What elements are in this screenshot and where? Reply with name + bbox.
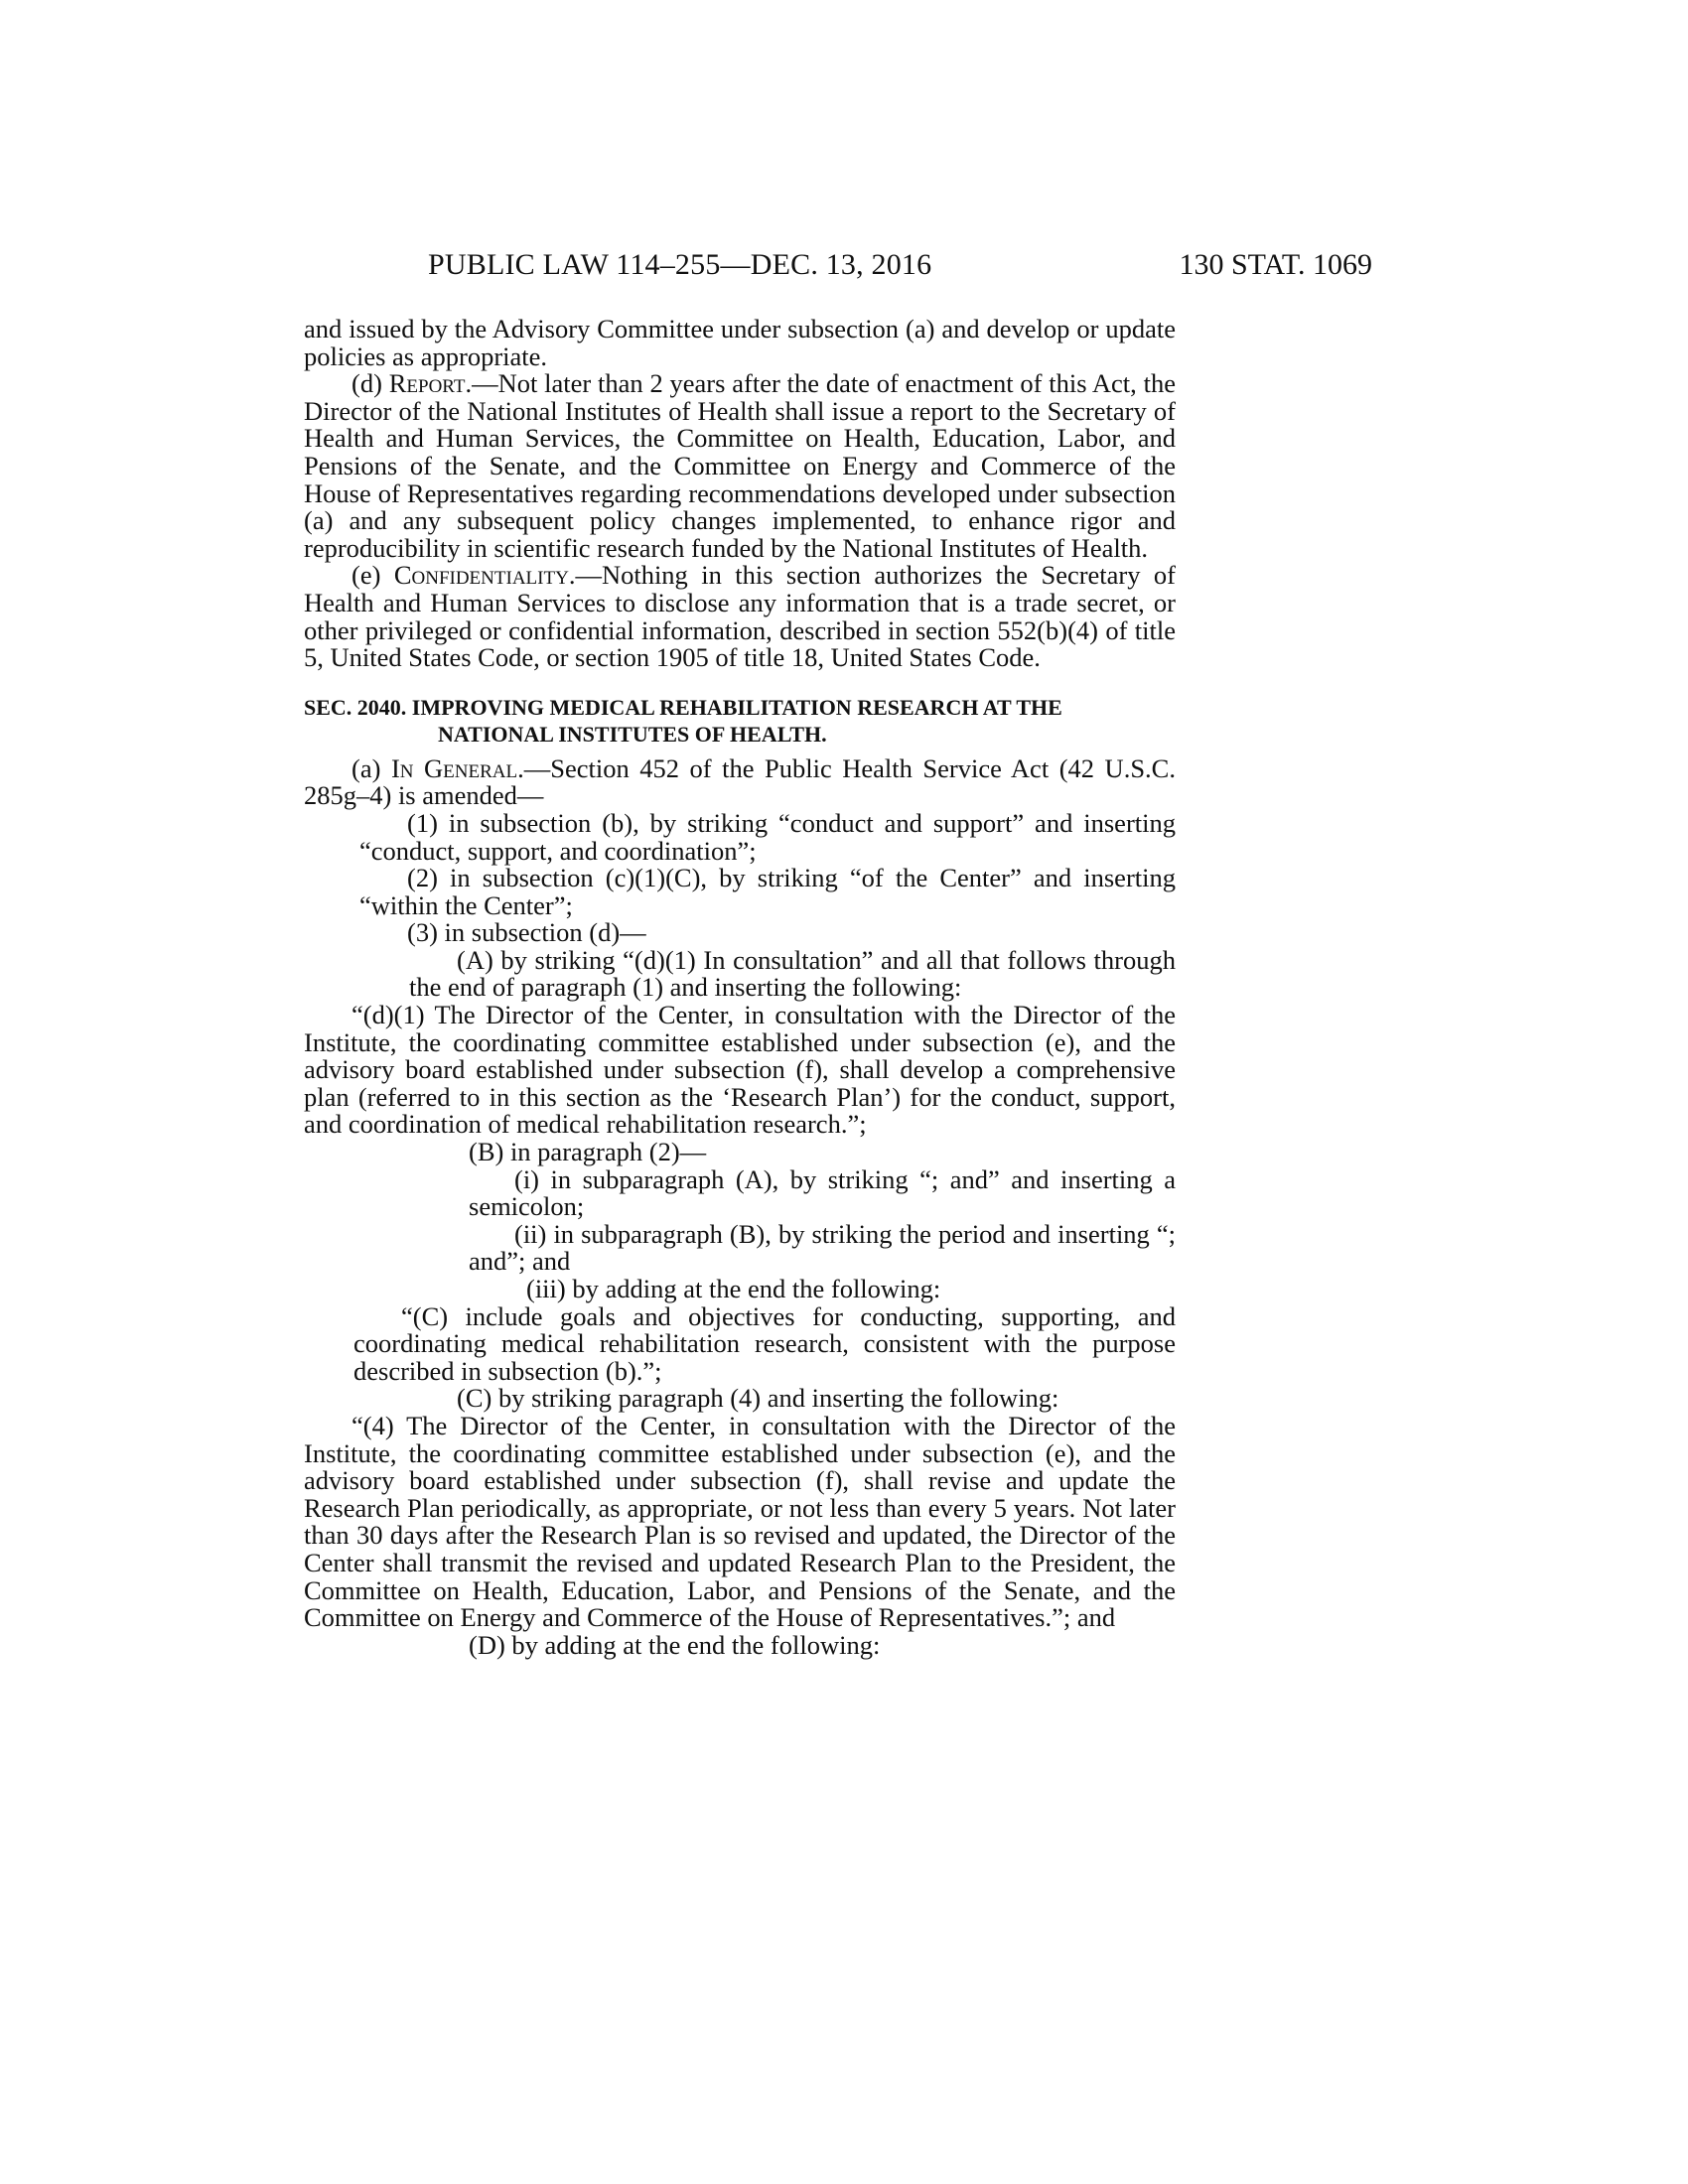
- clause-iii: (iii) by adding at the end the following:: [526, 1274, 941, 1303]
- subparagraph-D: (D) by adding at the end the following:: [469, 1629, 881, 1660]
- paragraph-2: (2) in subsection (c)(1)(C), by striking “of the Center” and inserting “within the Center”;: [359, 863, 1176, 920]
- clause-ii: (ii) in subparagraph (B), by striking the period and inserting “; and”; and: [469, 1218, 1176, 1277]
- subparagraph-A: (A) by striking “(d)(1) In consultation” and all that follows through the end of paragraph (1) and inserting the following:: [409, 944, 1176, 1003]
- quoted-subparagraph-C: “(C) include goals and objectives for conducting, supporting, and coordinating medical rehabilitation research, consistent with the purpose described in subsection (b).”;: [353, 1300, 1176, 1386]
- running-head-title: PUBLIC LAW 114–255—DEC. 13, 2016: [428, 248, 932, 281]
- subsection-a-text: .—Section 452 of the Public Health Service Act (42 U.S.C. 285g–4) is amended—: [304, 752, 1176, 811]
- paragraph-1: (1) in subsection (b), by striking “conduct and support” and inserting “conduct, support, and coordination”;: [359, 807, 1176, 866]
- subparagraph-C: (C) by striking paragraph (4) and inserting the following:: [457, 1383, 1059, 1414]
- subsection-e-confidentiality: [304, 562, 1176, 671]
- subsection-d-label: (d): [352, 368, 389, 399]
- statute-page-number: 130 STAT. 1069: [1179, 248, 1372, 281]
- subsection-a-label: (a): [352, 752, 391, 783]
- subsection-a-in-general: [304, 752, 1176, 811]
- quoted-paragraph-d1: “(d)(1) The Director of the Center, in consultation with the Director of the Institute, the coordinating committee established under subsection (e), and the advisory board established under subsection (f), shall develop a comprehensive plan (referred to in this section as the ‘Research Plan’) for the conduct, support, and coordination of medical rehabilitation research.”;: [304, 1000, 1176, 1140]
- subsection-e-heading: Confidentiality: [393, 560, 569, 591]
- subsection-d-report: [304, 370, 1176, 562]
- section-heading: [304, 694, 1176, 748]
- page-header: [298, 248, 1372, 288]
- subsection-a-heading: In General: [390, 752, 518, 783]
- subparagraph-B: (B) in paragraph (2)—: [469, 1137, 707, 1167]
- section-heading-line-1: SEC. 2040. IMPROVING MEDICAL REHABILITATION RESEARCH AT THE: [304, 694, 1062, 720]
- subsection-d-text: .—Not later than 2 years after the date of enactment of this Act, the Director of the National Institutes of Health shall issue a report to the Secretary of Health and Human Services, the Committee on Health, Education, Labor, and Pensions of the Senate, and the Committee on Energy and Commerce of the House of Representatives regarding recommendations developed under subsection (a) and any subsequent policy changes implemented, to enhance rigor and reproducibility in scientific research funded by the National Institutes of Health.: [304, 368, 1176, 563]
- subsection-e-text: .—Nothing in this section authorizes the Secretary of Health and Human Services to disclose any information that is a trade secret, or other privileged or confidential information, described in section 552(b)(4) of title 5, United States Code, or section 1905 of title 18, United States Code.: [304, 560, 1176, 673]
- document-body: [304, 316, 1176, 1659]
- subsection-d-heading: Report: [388, 368, 466, 399]
- quoted-paragraph-4: “(4) The Director of the Center, in consultation with the Director of the Institute, the coordinating committee established under subsection (e), and the advisory board established under subsection (f), shall revise and update the Research Plan periodically, as appropriate, or not less than every 5 years. Not later than 30 days after the Research Plan is so revised and updated, the Director of the Center shall transmit the revised and updated Research Plan to the President, the Committee on Health, Education, Labor, and Pensions of the Senate, and the Committee on Energy and Commerce of the House of Representatives.”; and: [304, 1410, 1176, 1633]
- paragraph-3: (3) in subsection (d)—: [407, 917, 646, 948]
- clause-i: (i) in subparagraph (A), by striking “; and” and inserting a semicolon;: [469, 1163, 1176, 1222]
- section-heading-line-2: NATIONAL INSTITUTES OF HEALTH.: [438, 721, 827, 747]
- subsection-e-label: (e): [352, 560, 394, 591]
- continuation-paragraph: and issued by the Advisory Committee under subsection (a) and develop or update policies as appropriate.: [304, 314, 1176, 371]
